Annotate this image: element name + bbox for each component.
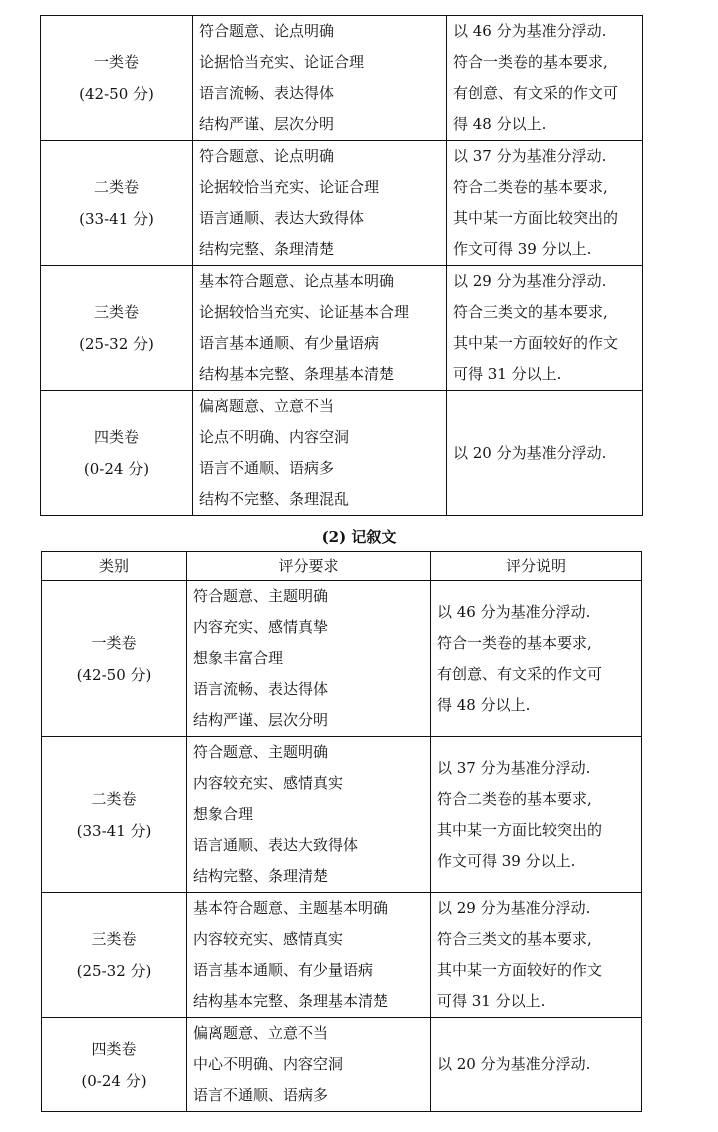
notes-cell — [431, 893, 642, 1018]
requirement-line: 语言不通顺、语病多 — [199, 459, 335, 477]
note-line: 符合三类文的基本要求, — [453, 303, 608, 321]
requirement-line: 结构完整、条理清楚 — [193, 867, 329, 885]
notes-cell — [431, 737, 642, 893]
category-name: 四类卷 — [91, 1039, 137, 1058]
narrative-grading-table — [41, 551, 642, 1112]
notes-cell — [431, 1018, 642, 1112]
table-row — [42, 737, 642, 893]
note-line: 有创意、有文采的作文可 — [437, 664, 603, 683]
category-range: (25-32 分) — [76, 962, 152, 980]
category-cell — [42, 737, 187, 893]
requirement-line: 语言通顺、表达大致得体 — [193, 836, 359, 854]
requirement-line: 语言基本通顺、有少量语病 — [199, 334, 380, 352]
note-line: 有创意、有文采的作文可 — [453, 84, 619, 102]
category-cell — [42, 893, 187, 1018]
requirement-line: 想象丰富合理 — [193, 649, 284, 667]
note-line: 其中某一方面较好的作文 — [437, 961, 603, 979]
requirement-line: 内容较充实、感情真实 — [193, 930, 344, 948]
requirement-line: 内容较充实、感情真实 — [193, 774, 344, 792]
category-cell — [42, 581, 187, 737]
notes-cell — [447, 266, 643, 391]
requirement-line: 结构不完整、条理混乱 — [199, 490, 350, 508]
note-line: 以 29 分为基准分浮动. — [453, 272, 607, 290]
note-line: 其中某一方面比较突出的 — [453, 209, 619, 227]
requirements-cell — [193, 141, 447, 266]
requirement-line: 基本符合题意、主题基本明确 — [193, 899, 389, 917]
requirement-line: 中心不明确、内容空洞 — [193, 1055, 344, 1073]
table-row — [41, 141, 643, 266]
requirement-line: 论据较恰当充实、论证合理 — [199, 178, 380, 196]
note-line: 以 37 分为基准分浮动. — [453, 147, 607, 165]
requirement-line: 语言基本通顺、有少量语病 — [193, 961, 374, 979]
category-range: (33-41 分) — [76, 821, 152, 840]
note-line: 其中某一方面较好的作文 — [453, 334, 619, 352]
requirement-line: 结构严谨、层次分明 — [193, 711, 329, 729]
category-cell — [41, 391, 193, 516]
note-line: 得 48 分以上. — [453, 115, 547, 133]
note-line: 符合二类卷的基本要求, — [453, 178, 608, 196]
category-range: (33-41 分) — [79, 210, 154, 228]
requirement-line: 符合题意、论点明确 — [199, 22, 335, 40]
category-name: 二类卷 — [93, 178, 139, 196]
category-cell — [41, 16, 193, 141]
requirement-line: 内容充实、感情真挚 — [193, 618, 329, 636]
table-row — [42, 1018, 642, 1112]
note-line: 符合一类卷的基本要求, — [453, 53, 608, 71]
note-line: 以 20 分为基准分浮动. — [453, 443, 607, 462]
requirement-line: 符合题意、主题明确 — [193, 587, 329, 605]
note-line: 可得 31 分以上. — [453, 365, 562, 383]
table-row — [42, 581, 642, 737]
requirement-line: 结构严谨、层次分明 — [199, 115, 335, 133]
note-line: 可得 31 分以上. — [437, 992, 546, 1010]
requirement-line: 语言流畅、表达得体 — [199, 84, 335, 102]
requirement-line: 结构基本完整、条理基本清楚 — [193, 992, 389, 1010]
category-range: (0-24 分) — [81, 1071, 147, 1090]
header-requirements: 评分要求 — [187, 552, 431, 581]
header-category: 类别 — [42, 552, 187, 581]
requirements-cell — [193, 16, 447, 141]
category-name: 四类卷 — [93, 428, 139, 446]
note-line: 以 20 分为基准分浮动. — [437, 1055, 591, 1073]
requirements-cell — [187, 581, 431, 737]
requirement-line: 结构完整、条理清楚 — [199, 240, 335, 258]
category-name: 二类卷 — [91, 789, 137, 808]
notes-cell — [447, 16, 643, 141]
requirement-line: 论据恰当充实、论证合理 — [199, 53, 365, 71]
note-line: 符合二类卷的基本要求, — [437, 789, 592, 808]
note-line: 以 29 分为基准分浮动. — [437, 899, 591, 917]
note-line: 符合三类文的基本要求, — [437, 930, 592, 948]
category-name: 三类卷 — [93, 303, 139, 321]
table-row — [41, 391, 643, 516]
requirement-line: 符合题意、论点明确 — [199, 147, 335, 165]
note-line: 以 46 分为基准分浮动. — [437, 602, 591, 621]
note-line: 作文可得 39 分以上. — [453, 240, 592, 258]
requirement-line: 论据较恰当充实、论证基本合理 — [199, 303, 410, 321]
requirements-cell — [193, 266, 447, 391]
requirement-line: 想象合理 — [193, 805, 254, 823]
requirements-cell — [187, 1018, 431, 1112]
requirements-cell — [193, 391, 447, 516]
table-header-row — [42, 552, 642, 581]
requirement-line: 语言通顺、表达大致得体 — [199, 209, 365, 227]
requirements-cell — [187, 737, 431, 893]
table-row — [41, 16, 643, 141]
note-line: 符合一类卷的基本要求, — [437, 633, 592, 652]
category-range: (25-32 分) — [79, 335, 154, 353]
requirement-line: 基本符合题意、论点基本明确 — [199, 272, 395, 290]
notes-cell — [447, 391, 643, 516]
header-notes: 评分说明 — [431, 552, 642, 581]
requirements-cell — [187, 893, 431, 1018]
requirement-line: 论点不明确、内容空洞 — [199, 428, 350, 446]
requirement-line: 语言不通顺、语病多 — [193, 1086, 329, 1104]
category-range: (42-50 分) — [79, 85, 154, 103]
note-line: 以 37 分为基准分浮动. — [437, 758, 591, 777]
category-cell — [41, 266, 193, 391]
argument-grading-table — [40, 15, 643, 516]
notes-cell — [447, 141, 643, 266]
requirement-line: 结构基本完整、条理基本清楚 — [199, 365, 395, 383]
category-name: 一类卷 — [91, 633, 137, 652]
requirement-line: 符合题意、主题明确 — [193, 743, 329, 761]
requirement-line: 语言流畅、表达得体 — [193, 680, 329, 698]
category-range: (42-50 分) — [76, 665, 152, 684]
table-row — [41, 266, 643, 391]
requirement-line: 偏离题意、立意不当 — [193, 1024, 329, 1042]
table-row — [42, 893, 642, 1018]
category-name: 三类卷 — [91, 930, 137, 948]
requirement-line: 偏离题意、立意不当 — [199, 397, 335, 415]
category-cell — [42, 1018, 187, 1112]
note-line: 其中某一方面比较突出的 — [437, 820, 603, 839]
note-line: 得 48 分以上. — [437, 695, 531, 714]
note-line: 以 46 分为基准分浮动. — [453, 22, 607, 40]
category-cell — [41, 141, 193, 266]
category-name: 一类卷 — [93, 53, 139, 71]
notes-cell — [431, 581, 642, 737]
note-line: 作文可得 39 分以上. — [437, 851, 576, 870]
category-range: (0-24 分) — [83, 460, 150, 478]
section-title: (2) 记叙文 — [321, 528, 397, 546]
